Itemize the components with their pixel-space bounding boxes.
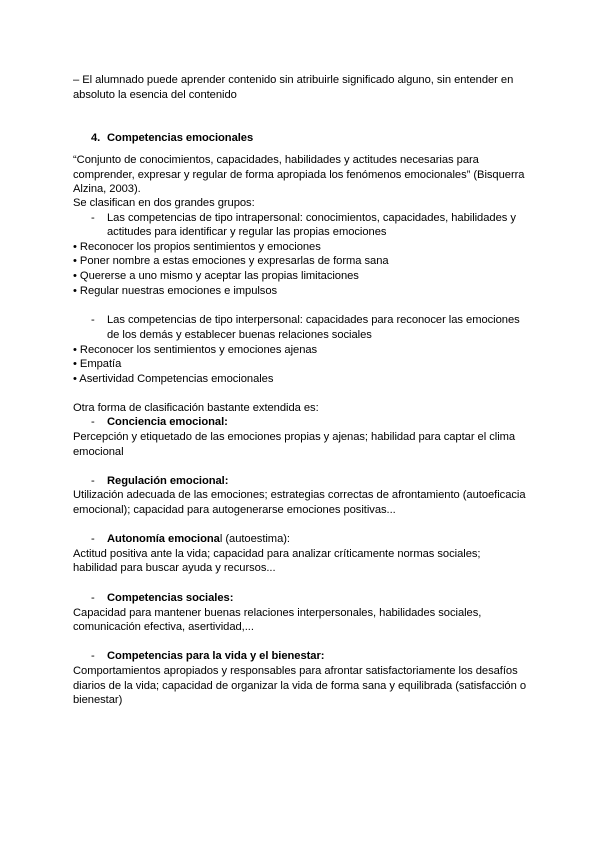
dash-marker: -	[91, 314, 95, 326]
list-item: • Empatía	[73, 358, 122, 370]
item-title-wrap	[107, 532, 290, 546]
item-title: Competencias sociales:	[107, 592, 234, 604]
quote-line: comprender, expresar y regular de forma apropiada los fenómenos emocionales” (Bisquerra	[73, 169, 525, 181]
groups-intro: Se clasifican en dos grandes grupos:	[73, 197, 255, 209]
item-desc: comunicación efectiva, asertividad,...	[73, 621, 254, 633]
dash-marker: -	[91, 475, 95, 487]
list-item: • Reconocer los sentimientos y emociones ajenas	[73, 344, 318, 356]
item-desc: bienestar)	[73, 694, 123, 706]
item-desc: emocional	[73, 446, 124, 458]
other-intro: Otra forma de clasificación bastante extendida es:	[73, 402, 319, 414]
dash-marker: -	[91, 533, 95, 545]
group2-line: de los demás y establecer buenas relaciones sociales	[107, 329, 372, 341]
dash-marker: -	[91, 650, 95, 662]
item-desc: Capacidad para mantener buenas relaciones interpersonales, habilidades sociales,	[73, 607, 482, 619]
dash-marker: -	[91, 212, 95, 224]
list-item: • Regular nuestras emociones e impulsos	[73, 285, 278, 297]
section-number: 4.	[91, 132, 101, 144]
group2-line: Las competencias de tipo interpersonal: capacidades para reconocer las emociones	[107, 314, 520, 326]
dash-marker: -	[91, 592, 95, 604]
item-title: Regulación emocional:	[107, 475, 229, 487]
quote-line: Alzina, 2003).	[73, 183, 141, 195]
list-item: • Reconocer los propios sentimientos y emociones	[73, 241, 321, 253]
item-desc: Percepción y etiquetado de las emociones propias y ajenas; habilidad para captar el clima	[73, 431, 516, 443]
group1-line: Las competencias de tipo intrapersonal: conocimientos, capacidades, habilidades y	[107, 212, 516, 224]
section-title: Competencias emocionales	[107, 132, 254, 144]
item-desc: habilidad para buscar ayuda y recursos...	[73, 562, 276, 574]
item-desc: Utilización adecuada de las emociones; estrategias correctas de afrontamiento (autoeficacia	[73, 489, 526, 501]
list-item: • Quererse a uno mismo y aceptar las propias limitaciones	[73, 270, 359, 282]
dash-marker: -	[91, 416, 95, 428]
item-title: Competencias para la vida y el bienestar:	[107, 650, 325, 662]
intro-line: – El alumnado puede aprender contenido sin atribuirle significado alguno, sin entender en	[73, 74, 514, 86]
item-title-suffix: l (autoestima):	[219, 533, 290, 545]
group1-line: actitudes para identificar y regular las propias emociones	[107, 226, 387, 238]
item-desc: diarios de la vida; capacidad de organizar la vida de forma sana y equilibrada (satisfacción o	[73, 680, 527, 692]
item-desc: Actitud positiva ante la vida; capacidad para analizar críticamente normas sociales;	[73, 548, 481, 560]
item-desc: Comportamientos apropiados y responsables para afrontar satisfactoriamente los desafíos	[73, 665, 518, 677]
quote-line: “Conjunto de conocimientos, capacidades, habilidades y actitudes necesarias para	[73, 154, 479, 166]
item-desc: emocional); capacidad para autogenerarse emociones positivas...	[73, 504, 396, 516]
item-title: Autonomía emociona	[107, 533, 220, 545]
list-item: • Poner nombre a estas emociones y expresarlas de forma sana	[73, 255, 389, 267]
item-title: Conciencia emocional:	[107, 416, 228, 428]
intro-line: absoluto la esencia del contenido	[73, 89, 237, 101]
list-item: • Asertividad Competencias emocionales	[73, 373, 274, 385]
